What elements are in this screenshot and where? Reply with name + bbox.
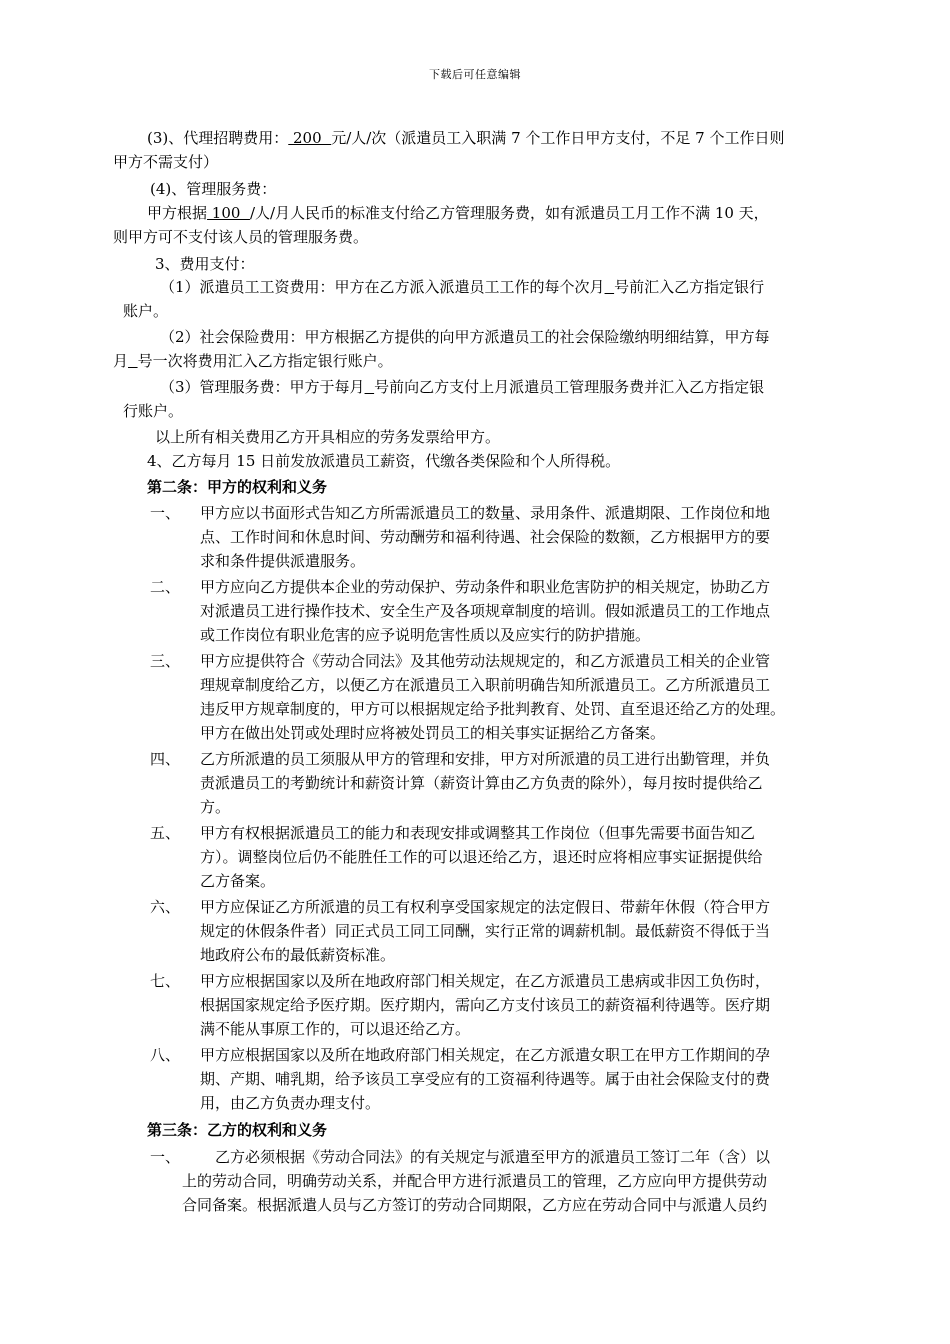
text-line: 行账户。 xyxy=(123,402,184,420)
text-line: 乙方备案。 xyxy=(200,872,276,890)
text-line xyxy=(113,351,393,371)
text-line: 以上所有相关费用乙方开具相应的劳务发票给甲方。 xyxy=(155,428,501,446)
clause-number: 三、 xyxy=(150,652,181,670)
text-line xyxy=(160,377,764,397)
text-line: 甲方应保证乙方所派遣的员工有权利享受国家规定的法定假日、带薪年休假（符合甲方 xyxy=(200,898,771,916)
page-header: 下载后可任意编辑 xyxy=(429,68,521,81)
clause-number: 二、 xyxy=(150,578,181,596)
clause-number: 八、 xyxy=(150,1046,181,1064)
text-line: 期、产期、哺乳期，给予该员工享受应有的工资福利待遇等。属于由社会保险支付的费 xyxy=(200,1070,771,1088)
clause-number: 五、 xyxy=(150,824,181,842)
text-line: 账户。 xyxy=(123,302,169,320)
text-line: 或工作岗位有职业危害的应予说明危害性质以及应实行的防护措施。 xyxy=(200,626,651,644)
text-line: 甲方有权根据派遣员工的能力和表现安排或调整其工作岗位（但事先需要书面告知乙 xyxy=(200,824,756,842)
text-segment: （3）管理服务费：甲方于每月 xyxy=(160,378,365,396)
text-line: 用，由乙方负责办理支付。 xyxy=(200,1094,381,1112)
text-segment: 元/人/次（派遣员工入职满 7 个工作日甲方支付，不足 7 个工作日则 xyxy=(331,129,785,147)
text-segment: 号前汇入乙方指定银行 xyxy=(614,278,765,296)
text-segment: 号前向乙方支付上月派遣员工管理服务费并汇入乙方指定银 xyxy=(374,378,765,396)
section-heading: 第二条：甲方的权利和义务 xyxy=(147,478,328,496)
text-line: 满不能从事原工作的，可以退还给乙方。 xyxy=(200,1020,471,1038)
text-line: 地政府公布的最低薪资标准。 xyxy=(200,946,396,964)
text-line: 甲方在做出处罚或处理时应将被处罚员工的相关事实证据给乙方备案。 xyxy=(200,724,666,742)
text-line: 乙方所派遣的员工须服从甲方的管理和安排，甲方对所派遣的员工进行出勤管理，并负 xyxy=(200,750,771,768)
text-line: 甲方应根据国家以及所在地政府部门相关规定，在乙方派遣女职工在甲方工作期间的孕 xyxy=(200,1046,771,1064)
clause-number: 一、 xyxy=(150,504,181,522)
text-line: 甲方应提供符合《劳动合同法》及其他劳动法规规定的，和乙方派遣员工相关的企业管 xyxy=(200,652,771,670)
clause-number: 一、 xyxy=(150,1148,181,1166)
text-segment: 月 xyxy=(113,352,129,370)
text-line: 求和条件提供派遣服务。 xyxy=(200,552,366,570)
blank-field: 200 xyxy=(288,129,332,147)
text-segment: 号一次将费用汇入乙方指定银行账户。 xyxy=(137,352,393,370)
text-line: 合同备案。根据派遣人员与乙方签订的劳动合同期限，乙方应在劳动合同中与派遣人员约 xyxy=(182,1196,768,1214)
blank-field xyxy=(605,278,615,296)
blank-field xyxy=(128,352,138,370)
text-line: 甲方应根据国家以及所在地政府部门相关规定，在乙方派遣员工患病或非因工负伤时， xyxy=(200,972,771,990)
text-line: 则甲方可不支付该人员的管理服务费。 xyxy=(113,228,369,246)
blank-field xyxy=(365,378,375,396)
text-segment: (3)、代理招聘费用： xyxy=(147,129,289,147)
text-line: 对派遣员工进行操作技术、安全生产及各项规章制度的培训。假如派遣员工的工作地点 xyxy=(200,602,771,620)
text-line: 方）。调整岗位后仍不能胜任工作的可以退还给乙方，退还时应将相应事实证据提供给 xyxy=(200,848,763,866)
text-line: 根据国家规定给予医疗期。医疗期内，需向乙方支付该员工的薪资福利待遇等。医疗期 xyxy=(200,996,771,1014)
clause-number: 六、 xyxy=(150,898,181,916)
text-segment: （1）派遣员工工资费用：甲方在乙方派入派遣员工工作的每个次月 xyxy=(160,278,605,296)
text-line: 甲方应向乙方提供本企业的劳动保护、劳动条件和职业危害防护的相关规定，协助乙方 xyxy=(200,578,771,596)
blank-field: 100 xyxy=(207,204,250,222)
text-line: 乙方必须根据《劳动合同法》的有关规定与派遣至甲方的派遣员工签订二年（含）以 xyxy=(215,1148,771,1166)
text-line: 上的劳动合同，明确劳动关系，并配合甲方进行派遣员工的管理，乙方应向甲方提供劳动 xyxy=(182,1172,768,1190)
text-line: 违反甲方规章制度的，甲方可以根据规定给予批判教育、处罚、直至退还给乙方的处理。 xyxy=(200,700,786,718)
text-segment: 甲方根据 xyxy=(147,204,208,222)
text-line: 方。 xyxy=(200,798,231,816)
text-line: 责派遣员工的考勤统计和薪资计算（薪资计算由乙方负责的除外），每月按时提供给乙 xyxy=(200,774,763,792)
section-heading: 第三条：乙方的权利和义务 xyxy=(147,1121,328,1139)
text-line: 甲方应以书面形式告知乙方所需派遣员工的数量、录用条件、派遣期限、工作岗位和地 xyxy=(200,504,771,522)
text-line xyxy=(147,203,769,223)
text-line xyxy=(160,277,764,297)
text-line xyxy=(147,128,784,148)
text-line: 点、工作时间和休息时间、劳动酬劳和福利待遇、社会保险的数额，乙方根据甲方的要 xyxy=(200,528,771,546)
text-line: 3、费用支付： xyxy=(155,255,255,273)
text-segment: /人/月人民币的标准支付给乙方管理服务费，如有派遣员工月工作不满 10 天， xyxy=(249,204,769,222)
clause-number: 四、 xyxy=(150,750,181,768)
text-line: （2）社会保险费用：甲方根据乙方提供的向甲方派遣员工的社会保险缴纳明细结算，甲方每 xyxy=(160,328,770,346)
text-line: 规定的休假条件者）同正式员工同工同酬，实行正常的调薪机制。最低薪资不得低于当 xyxy=(200,922,771,940)
text-line: 4、乙方每月 15 日前发放派遣员工薪资，代缴各类保险和个人所得税。 xyxy=(147,452,621,470)
clause-number: 七、 xyxy=(150,972,181,990)
text-line: (4)、管理服务费： xyxy=(150,180,277,198)
text-line: 理规章制度给乙方，以便乙方在派遣员工入职前明确告知所派遣员工。乙方所派遣员工 xyxy=(200,676,771,694)
text-line: 甲方不需支付） xyxy=(113,153,219,171)
